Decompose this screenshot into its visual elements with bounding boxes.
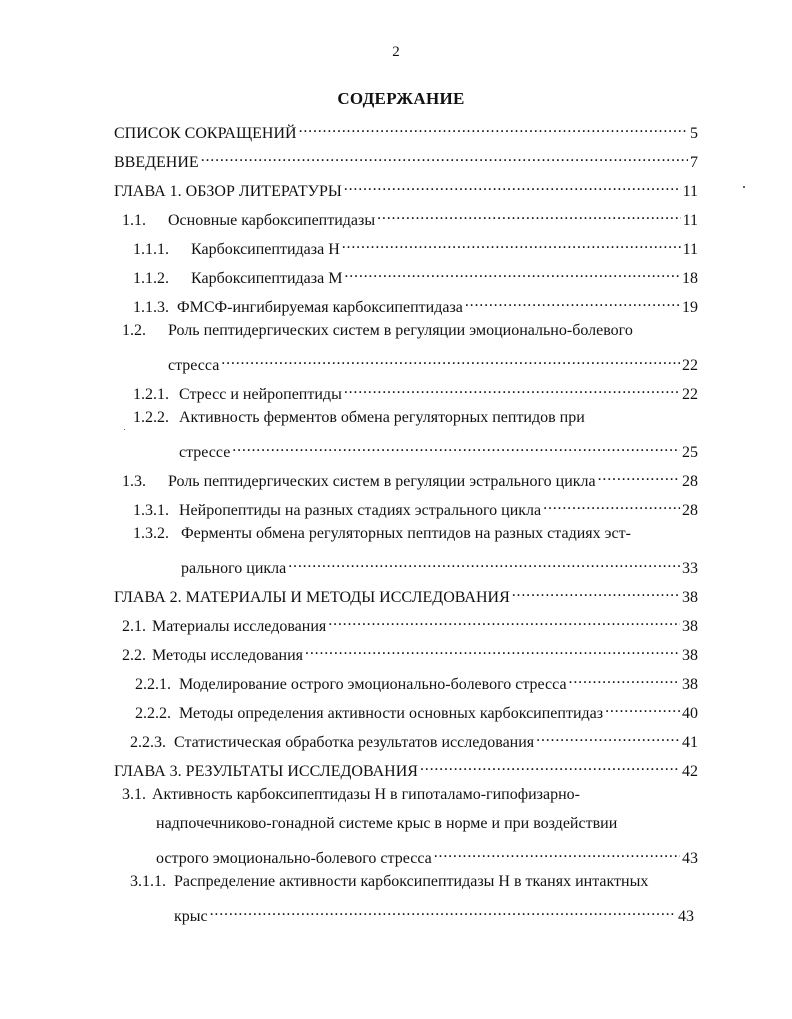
- toc-entry-page: 5: [690, 125, 698, 142]
- toc-entry-label-continued: стрессе: [179, 444, 231, 461]
- toc-entry-label-continued: надпочечниково-гонадной системе крыс в норме и при воздействии: [156, 815, 618, 832]
- toc-entry-1-2: [168, 350, 698, 374]
- toc-entry-number: 1.3.2.: [133, 525, 169, 542]
- toc-entry-2-2-2: [135, 698, 698, 722]
- toc-entry-label: ГЛАВА 3. РЕЗУЛЬТАТЫ ИССЛЕДОВАНИЯ: [114, 763, 418, 780]
- toc-entry-label: Роль пептидергических систем в регуляции эстрального цикла: [168, 473, 596, 490]
- toc-entry-1-3: [122, 466, 698, 490]
- toc-entry-2-1: [122, 611, 698, 635]
- toc-entry-number: 1.1.1.: [133, 241, 169, 258]
- toc-entry-1-2-1: [133, 379, 698, 403]
- dot-leader: [543, 495, 680, 515]
- toc-entry-3-1-1-line-1: [130, 872, 648, 892]
- toc-entry-introduction: [114, 147, 698, 171]
- toc-entry-number: 1.1.2.: [133, 270, 169, 287]
- toc-entry-page: 38: [682, 647, 698, 664]
- dot-leader: [344, 176, 681, 196]
- dot-leader: [569, 669, 680, 689]
- toc-title: СОДЕРЖАНИЕ: [337, 89, 465, 108]
- dot-leader: [201, 147, 688, 167]
- toc-entry-number: 1.2.2.: [133, 409, 169, 426]
- toc-entry-label: ГЛАВА 1. ОБЗОР ЛИТЕРАТУРЫ: [114, 183, 342, 200]
- toc-entry-number: 2.2.1.: [135, 676, 171, 693]
- toc-entry-number: 3.1.1.: [130, 873, 166, 890]
- toc-entry-label-continued: острого эмоционально-болевого стресса: [156, 850, 432, 867]
- dot-leader: [342, 234, 681, 254]
- dot-leader: [305, 640, 680, 660]
- toc-entry-number: 1.3.: [122, 473, 146, 490]
- toc-entry-label: ФМСФ-ингибируемая карбоксипептидаза: [177, 299, 463, 316]
- dot-leader: [344, 263, 680, 283]
- toc-entry-label: Материалы исследования: [152, 618, 327, 635]
- toc-entry-1-3-2-line-1: [133, 524, 631, 544]
- toc-entry-number: 3.1.: [122, 786, 146, 803]
- toc-entry-3-1-1: [174, 901, 694, 925]
- toc-entry-1-2-line-1: [122, 321, 633, 341]
- toc-entry-1-3-1: [133, 495, 698, 519]
- toc-entry-label: ГЛАВА 2. МАТЕРИАЛЫ И МЕТОДЫ ИССЛЕДОВАНИЯ: [114, 589, 510, 606]
- toc-entry-3-1-line-1: [122, 785, 580, 805]
- toc-entry-label: Распределение активности карбоксипептидазы H в тканях интактных: [174, 873, 649, 890]
- dot-leader: [465, 292, 680, 312]
- toc-entry-1-3-2: [181, 553, 698, 577]
- toc-entry-page: 41: [682, 734, 698, 751]
- toc-entry-label: СПИСОК СОКРАЩЕНИЙ: [114, 125, 297, 142]
- toc-entry-label-continued: крыс: [174, 908, 208, 925]
- toc-entry-page: 43: [682, 850, 698, 867]
- toc-entry-label: Карбоксипептидаза H: [191, 241, 340, 258]
- dot-leader: [210, 901, 676, 921]
- scan-speck: [124, 429, 125, 430]
- dot-leader: [512, 582, 680, 602]
- toc-entry-1-1-1: [133, 234, 698, 258]
- toc-entry-number: 1.2.1.: [133, 386, 169, 403]
- toc-entry-page: 38: [682, 676, 698, 693]
- toc-entry-page: 28: [682, 502, 698, 519]
- toc-entry-number: 2.2.3.: [130, 734, 166, 751]
- toc-entry-label: ВВЕДЕНИЕ: [114, 154, 199, 171]
- toc-entry-number: 2.2.: [122, 647, 146, 664]
- toc-entry-page: 18: [682, 270, 698, 287]
- dot-leader: [536, 727, 680, 747]
- toc-entry-1-2-2: [179, 437, 698, 461]
- dot-leader: [598, 466, 680, 486]
- toc-entry-label-continued: стресса: [168, 357, 220, 374]
- toc-entry-page: 42: [682, 763, 698, 780]
- toc-entry-page: 22: [682, 386, 698, 403]
- dot-leader: [328, 611, 680, 631]
- scan-speck: [743, 186, 745, 188]
- toc-entry-page: 28: [682, 473, 698, 490]
- toc-entry-number: 1.2.: [122, 322, 146, 339]
- toc-entry-2-2: [122, 640, 698, 664]
- toc-entry-label: Моделирование острого эмоционально-болевого стресса: [179, 676, 567, 693]
- toc-entry-label: Статистическая обработка результатов исследования: [174, 734, 535, 751]
- toc-entry-page: 43: [678, 908, 694, 925]
- toc-entry-number: 2.2.2.: [135, 705, 171, 722]
- dot-leader: [377, 205, 681, 225]
- toc-entry-label: Методы исследования: [152, 647, 304, 664]
- toc-entry-number: 1.3.1.: [133, 502, 169, 519]
- toc-entry-label-continued: рального цикла: [181, 560, 287, 577]
- toc-entry-label: Стресс и нейропептиды: [179, 386, 342, 403]
- toc-entry-page: 19: [682, 299, 698, 316]
- toc-entry-page: 7: [690, 154, 698, 171]
- toc-entry-page: 11: [682, 183, 698, 200]
- toc-entry-page: 40: [682, 705, 698, 722]
- dot-leader: [288, 553, 680, 573]
- dot-leader: [232, 437, 680, 457]
- toc-entry-label: Карбоксипептидаза M: [191, 270, 343, 287]
- toc-entry-number: 1.1.3.: [133, 299, 169, 316]
- toc-entry-page: 22: [682, 357, 698, 374]
- toc-entry-number: 1.1.: [122, 212, 146, 229]
- toc-entry-2-2-3: [130, 727, 698, 751]
- toc-entry-page: 11: [682, 241, 698, 258]
- toc-entry-label: Роль пептидергических систем в регуляции эмоционально-болевого: [168, 322, 633, 339]
- toc-entry-1-1: [122, 205, 698, 229]
- toc-entry-label: Активность карбоксипептидазы H в гипоталамо-гипофизарно-: [152, 786, 580, 803]
- toc-entry-3-1: [156, 843, 698, 867]
- toc-entry-chapter-1: [114, 176, 698, 200]
- toc-entry-label: Основные карбоксипептидазы: [168, 212, 376, 229]
- toc-entry-number: 2.1.: [122, 618, 146, 635]
- toc-entry-1-1-2: [133, 263, 698, 287]
- toc-entry-page: 25: [682, 444, 698, 461]
- toc-entry-1-2-2-line-1: [133, 408, 585, 428]
- toc-entry-chapter-2: [114, 582, 698, 606]
- toc-entry-2-2-1: [135, 669, 698, 693]
- toc-entry-label: Активность ферментов обмена регуляторных пептидов при: [179, 409, 585, 426]
- toc-entry-label: Методы определения активности основных карбоксипептидаз: [179, 705, 604, 722]
- dot-leader: [221, 350, 680, 370]
- toc-entry-label: Ферменты обмена регуляторных пептидов на разных стадиях эст-: [181, 525, 631, 542]
- toc-entry-1-1-3: [133, 292, 698, 316]
- page-number: 2: [392, 44, 400, 60]
- toc-entry-abbreviations: [114, 118, 698, 142]
- toc-entry-page: 33: [682, 560, 698, 577]
- toc-entry-page: 11: [682, 212, 698, 229]
- toc-entry-label: Нейропептиды на разных стадиях эстрального цикла: [179, 502, 542, 519]
- toc-entry-chapter-3: [114, 756, 698, 780]
- dot-leader: [299, 118, 688, 138]
- dot-leader: [420, 756, 680, 776]
- toc-entry-3-1-line-2: [156, 814, 617, 834]
- toc-entry-page: 38: [682, 589, 698, 606]
- toc-entry-page: 38: [682, 618, 698, 635]
- dot-leader: [344, 379, 680, 399]
- dot-leader: [434, 843, 680, 863]
- dot-leader: [605, 698, 680, 718]
